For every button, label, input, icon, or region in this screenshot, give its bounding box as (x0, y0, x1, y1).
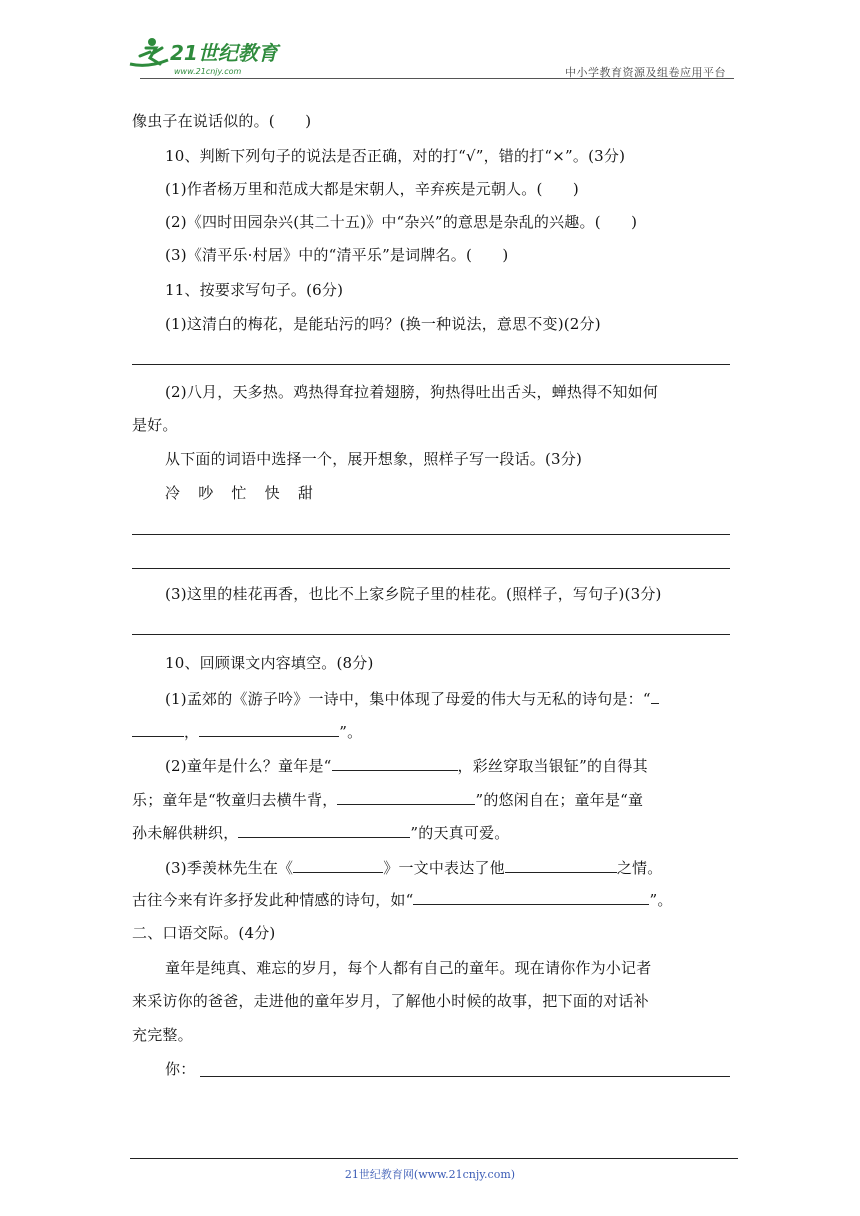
answer-line[interactable] (132, 634, 730, 635)
question-10b-heading: 10、回顾课文内容填空。(8分) (165, 654, 374, 672)
question-10-heading: 10、判断下列句子的说法是否正确，对的打“√”，错的打“×”。(3分) (165, 147, 626, 165)
question-11-heading: 11、按要求写句子。(6分) (165, 281, 344, 299)
fill-blank[interactable] (199, 720, 339, 737)
word-choice: 冷 (165, 484, 181, 502)
word-choices (165, 482, 765, 504)
text-segment: ”的悠闲自在；童年是“童 (475, 791, 644, 809)
fill-blank[interactable] (651, 687, 659, 704)
platform-label: 中小学教育资源及组卷应用平台 (565, 66, 726, 79)
answer-line[interactable] (132, 534, 730, 535)
header-divider (140, 78, 734, 79)
question-10-item-3: (3)《清平乐·村居》中的“清平乐”是词牌名。( ) (165, 246, 509, 264)
fill-blank[interactable] (132, 720, 184, 737)
footer-text: 21世纪教育网(www.21cnjy.com) (344, 1168, 516, 1181)
text-line: 是好。 (132, 416, 178, 434)
svg-text:www.21cnjy.com: www.21cnjy.com (174, 67, 242, 76)
question-10b-item-2 (165, 754, 765, 777)
text-line: 像虫子在说话似的。( ) (132, 112, 312, 130)
question-10-item-1: (1)作者杨万里和范成大都是宋朝人，辛弃疾是元朝人。( ) (165, 180, 579, 198)
fill-blank[interactable] (293, 856, 383, 873)
section-2-heading: 二、口语交际。(4分) (132, 924, 276, 942)
text-segment: 》一文中表达了他 (383, 859, 505, 877)
footer-divider (130, 1158, 738, 1159)
answer-line[interactable] (132, 568, 730, 569)
text-line (132, 821, 732, 844)
fill-blank[interactable] (238, 821, 410, 838)
brand-logo (124, 34, 294, 78)
question-10b-item-1 (165, 687, 765, 710)
text-line (132, 888, 732, 911)
text-segment: ”。 (339, 723, 363, 741)
text-segment: 之情。 (616, 859, 663, 877)
paragraph-line: 来采访你的爸爸，走进他的童年岁月，了解他小时候的故事，把下面的对话补 (132, 992, 649, 1010)
question-10-item-2: (2)《四时田园杂兴(其二十五)》中“杂兴”的意思是杂乱的兴趣。( ) (165, 213, 638, 231)
dialogue-you-label: 你： (165, 1060, 196, 1078)
paragraph-line: 童年是纯真、难忘的岁月，每个人都有自己的童年。现在请你作为小记者 (165, 959, 652, 977)
word-choice: 吵 (198, 484, 214, 502)
text-segment: (1)孟郊的《游子吟》一诗中，集中体现了母爱的伟大与无私的诗句是：“ (165, 690, 651, 708)
word-choice: 快 (264, 484, 280, 502)
word-choice: 甜 (297, 484, 314, 502)
text-segment: (2)童年是什么？童年是“ (165, 757, 332, 775)
text-segment: ”。 (649, 891, 673, 909)
text-segment: ，彩丝穿取当银钲”的自得其 (457, 757, 648, 775)
text-segment: 孙未解供耕织， (132, 824, 239, 842)
fill-blank[interactable] (337, 788, 475, 805)
answer-line[interactable] (132, 364, 730, 365)
question-10b-item-3 (165, 856, 765, 879)
answer-line[interactable] (200, 1076, 730, 1077)
paragraph-line: 充完整。 (132, 1026, 193, 1044)
fill-blank[interactable] (332, 754, 458, 771)
text-segment: ， (184, 723, 200, 741)
fill-blank[interactable] (413, 888, 649, 905)
question-10b-item-1-cont (132, 720, 732, 743)
question-11-item-2: (2)八月，天多热。鸡热得耷拉着翅膀，狗热得吐出舌头，蝉热得不知如何 (165, 383, 659, 401)
word-choice: 忙 (231, 484, 247, 502)
text-segment: ”的天真可爱。 (410, 824, 510, 842)
svg-text:21世纪教育: 21世纪教育 (170, 41, 278, 65)
text-line (132, 788, 732, 811)
text-segment: 乐；童年是“牧童归去横牛背， (132, 791, 338, 809)
text-segment: 古往今来有许多抒发此种情感的诗句，如“ (132, 891, 414, 909)
page-header (124, 30, 734, 78)
text-segment: (3)季羡林先生在《 (165, 859, 294, 877)
question-11-item-1: (1)这清白的梅花，是能玷污的吗？(换一种说法，意思不变)(2分) (165, 315, 601, 333)
instruction-line: 从下面的词语中选择一个，展开想象，照样子写一段话。(3分) (165, 450, 583, 468)
question-11-item-3: (3)这里的桂花再香，也比不上家乡院子里的桂花。(照样子，写句子)(3分) (165, 585, 662, 603)
fill-blank[interactable] (505, 856, 617, 873)
